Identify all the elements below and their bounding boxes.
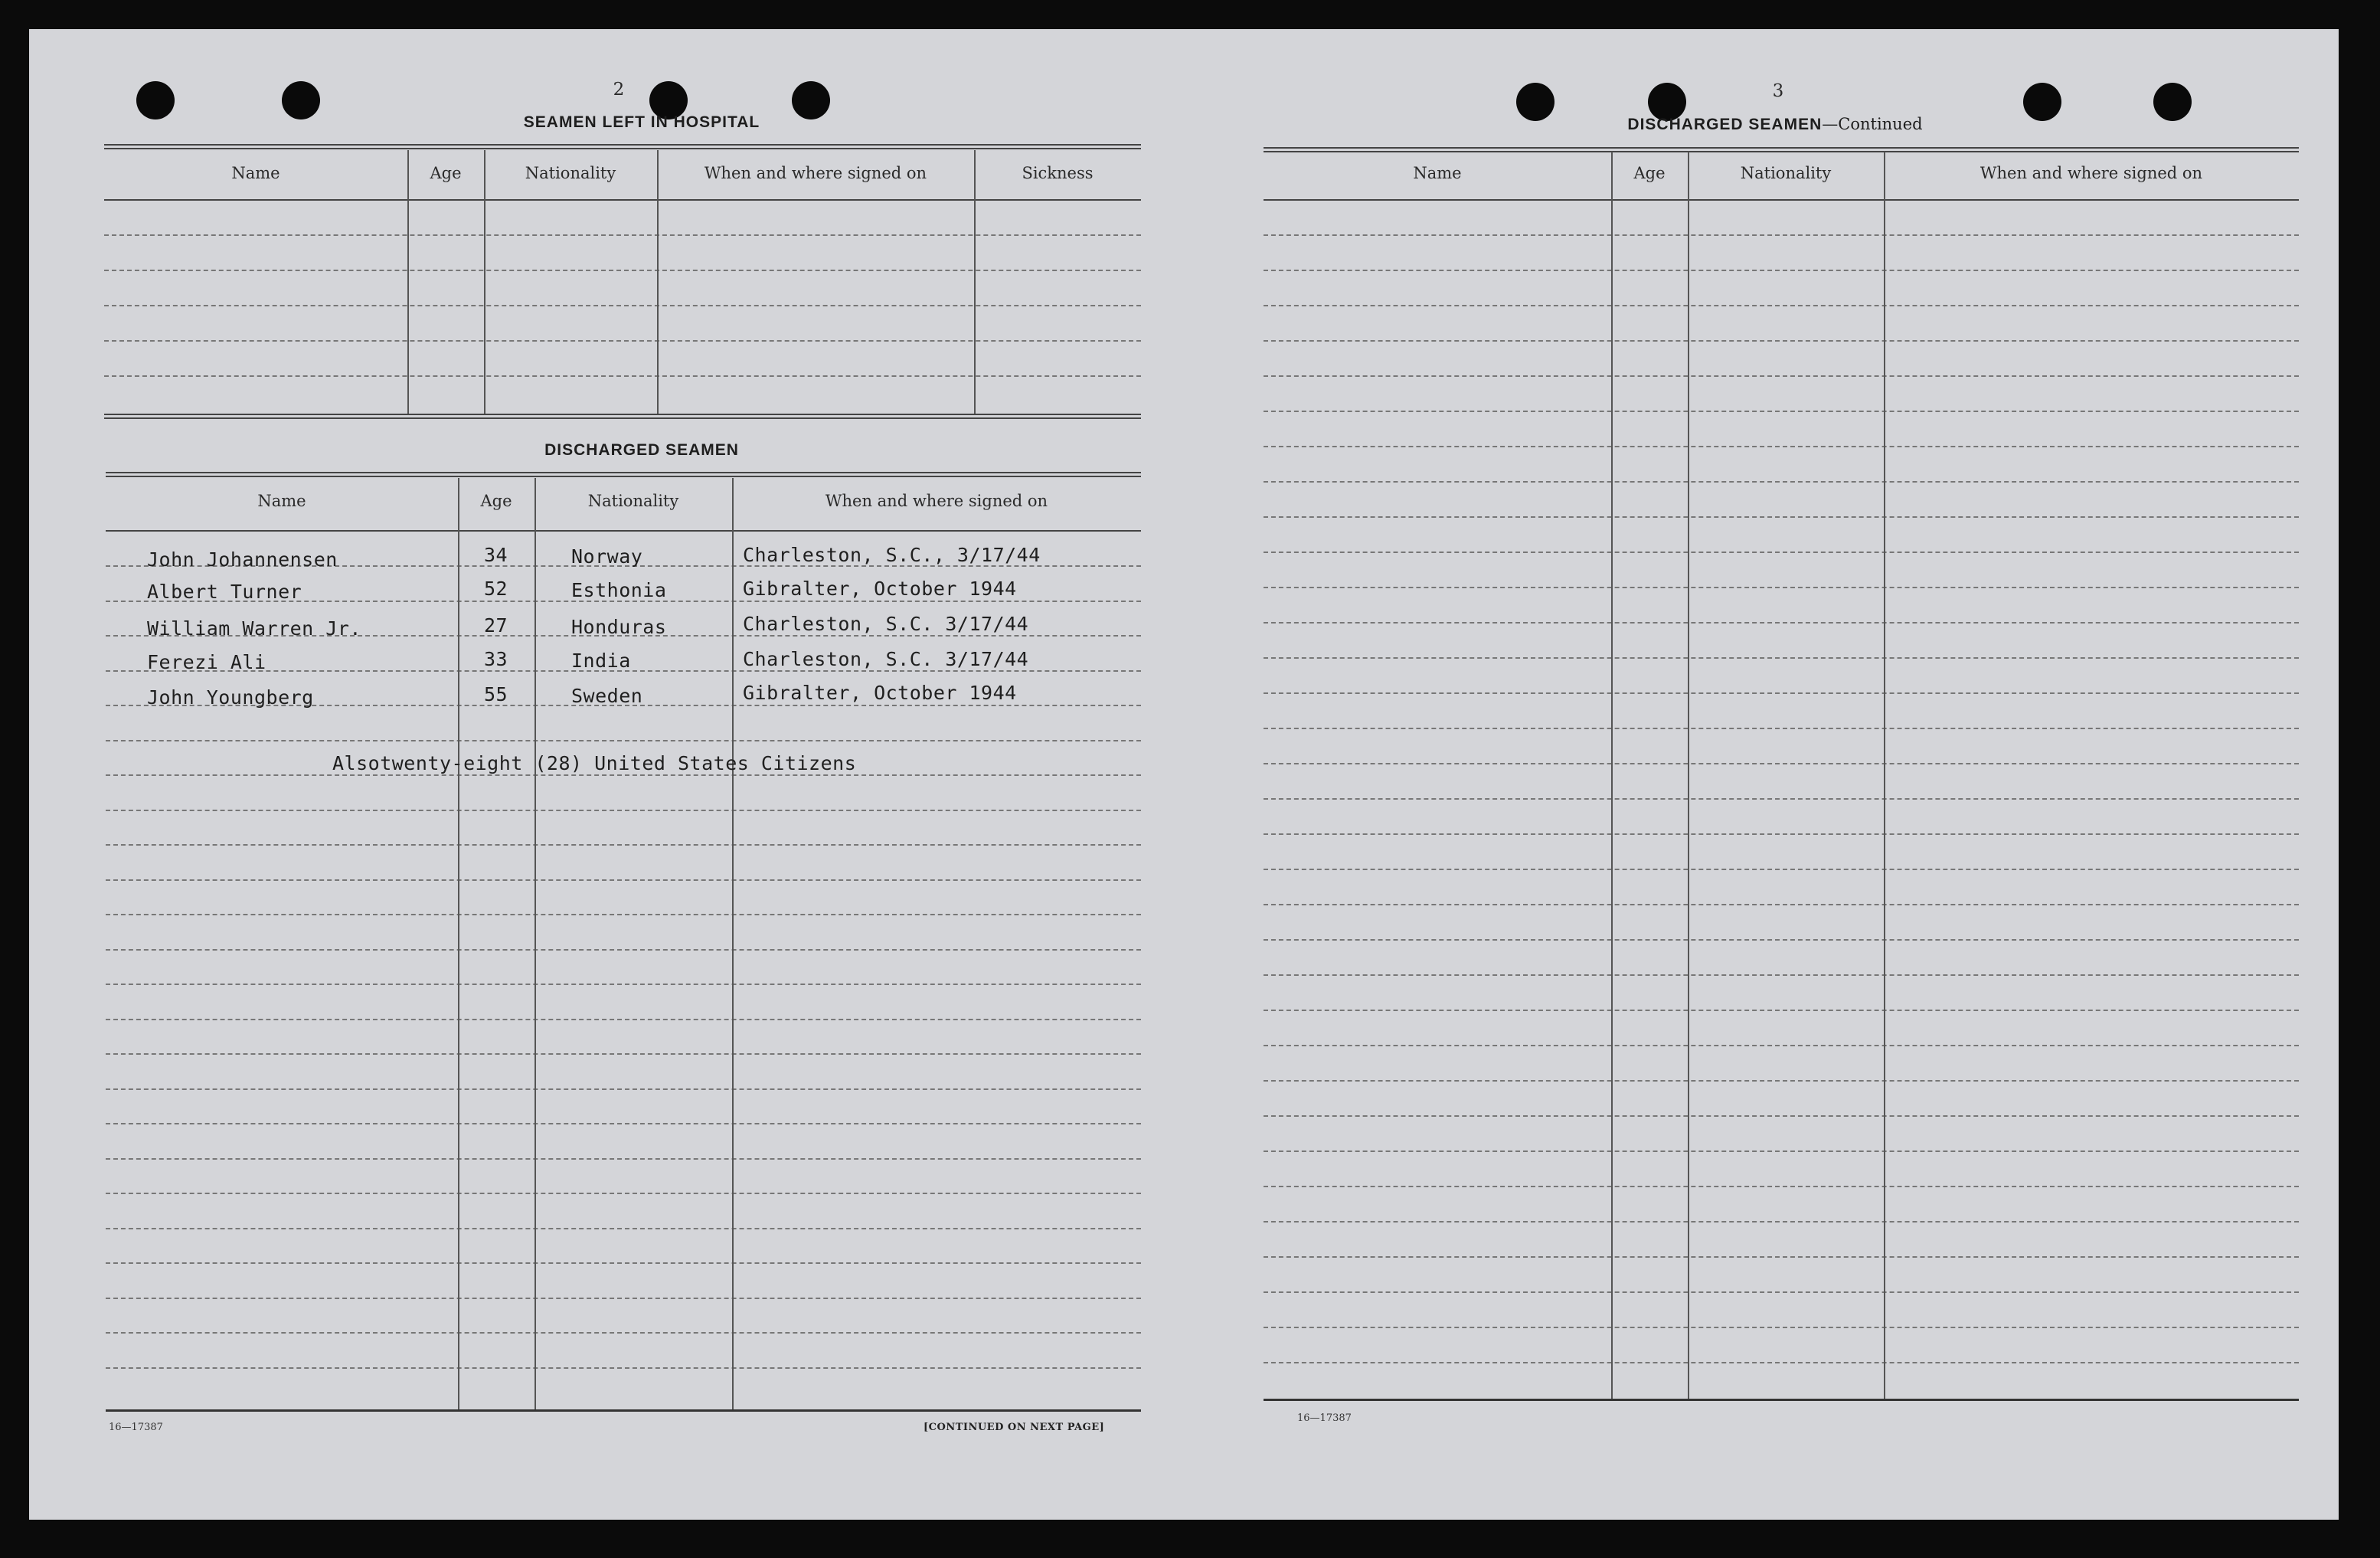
column-divider bbox=[1884, 152, 1885, 1399]
row-rule bbox=[1264, 446, 2299, 447]
row-rule bbox=[1264, 1291, 2299, 1293]
column-divider bbox=[1611, 152, 1613, 1399]
table-bottom-rule bbox=[1264, 1399, 2299, 1401]
row-rule bbox=[1264, 692, 2299, 694]
row-rule bbox=[1264, 1256, 2299, 1258]
row-rule bbox=[104, 340, 1141, 342]
table-bottom-rule bbox=[106, 1409, 1141, 1412]
column-divider bbox=[535, 478, 536, 1409]
row-rule bbox=[106, 810, 1141, 811]
row-rule bbox=[106, 1158, 1141, 1160]
document-sheet bbox=[29, 29, 2339, 1520]
column-header: Age bbox=[1633, 164, 1666, 182]
row-rule bbox=[104, 234, 1141, 236]
row-rule bbox=[106, 774, 1141, 776]
section-title-discharged: DISCHARGED SEAMEN bbox=[544, 441, 739, 459]
row-rule bbox=[1264, 657, 2299, 659]
row-rule bbox=[106, 1367, 1141, 1369]
punch-hole bbox=[136, 81, 175, 119]
punch-hole bbox=[2023, 83, 2061, 121]
form-number: 16—17387 bbox=[109, 1422, 163, 1433]
citizens-note: Alsotwenty-eight (28) United States Citizens bbox=[332, 752, 857, 774]
seaman-age: 33 bbox=[484, 648, 508, 670]
row-rule bbox=[1264, 234, 2299, 236]
header-rule bbox=[104, 199, 1141, 201]
row-rule bbox=[106, 1332, 1141, 1334]
punch-hole bbox=[2153, 83, 2192, 121]
row-rule bbox=[106, 949, 1141, 951]
row-rule bbox=[1264, 728, 2299, 729]
column-divider bbox=[407, 150, 409, 414]
row-rule bbox=[1264, 622, 2299, 624]
row-rule bbox=[106, 1262, 1141, 1264]
column-header: Name bbox=[257, 492, 306, 510]
row-rule bbox=[1264, 1221, 2299, 1223]
row-rule bbox=[106, 1298, 1141, 1299]
row-rule bbox=[1264, 270, 2299, 271]
column-header: When and where signed on bbox=[825, 492, 1048, 510]
section-title-text: DISCHARGED SEAMEN bbox=[1627, 116, 1823, 133]
table-bottom-rule bbox=[104, 414, 1141, 419]
row-rule bbox=[106, 1019, 1141, 1020]
row-rule bbox=[1264, 974, 2299, 976]
row-rule bbox=[106, 914, 1141, 915]
table-top-rule bbox=[106, 472, 1141, 477]
row-rule bbox=[106, 984, 1141, 985]
page-number: 2 bbox=[613, 80, 625, 100]
row-rule bbox=[1264, 1150, 2299, 1152]
row-rule bbox=[1264, 1362, 2299, 1363]
column-header: Name bbox=[1413, 164, 1462, 182]
seaman-signed-on: Charleston, S.C. 3/17/44 bbox=[743, 613, 1029, 635]
column-header: Nationality bbox=[587, 492, 679, 510]
row-rule bbox=[106, 1193, 1141, 1194]
column-header: Nationality bbox=[1740, 164, 1832, 182]
row-rule bbox=[106, 740, 1141, 741]
seaman-signed-on: Gibralter, October 1944 bbox=[743, 682, 1017, 704]
column-divider bbox=[732, 478, 734, 1409]
row-rule bbox=[1264, 1080, 2299, 1082]
seaman-nationality: Esthonia bbox=[571, 579, 667, 601]
row-rule bbox=[1264, 411, 2299, 412]
punch-hole bbox=[282, 81, 320, 119]
seaman-age: 34 bbox=[484, 544, 508, 566]
column-divider bbox=[657, 150, 659, 414]
section-title-hospital: SEAMEN LEFT IN HOSPITAL bbox=[523, 113, 760, 131]
row-rule bbox=[1264, 833, 2299, 835]
column-header: Nationality bbox=[525, 164, 616, 182]
row-rule bbox=[1264, 305, 2299, 306]
seaman-name: Ferezi Ali bbox=[147, 651, 266, 673]
seaman-age: 55 bbox=[484, 683, 508, 705]
seaman-name: John Youngberg bbox=[147, 686, 314, 709]
column-divider bbox=[1688, 152, 1689, 1399]
row-rule bbox=[1264, 587, 2299, 588]
column-header: Name bbox=[231, 164, 280, 182]
column-header: When and where signed on bbox=[704, 164, 927, 182]
row-rule bbox=[106, 1123, 1141, 1124]
section-title-discharged-continued bbox=[1545, 115, 2005, 134]
row-rule bbox=[1264, 798, 2299, 800]
table-top-rule bbox=[104, 144, 1141, 149]
section-title-suffix: —Continued bbox=[1822, 115, 1923, 133]
row-rule bbox=[104, 270, 1141, 271]
row-rule bbox=[104, 305, 1141, 306]
row-rule bbox=[1264, 1186, 2299, 1187]
column-divider bbox=[484, 150, 485, 414]
seaman-signed-on: Gibralter, October 1944 bbox=[743, 578, 1017, 600]
row-rule bbox=[1264, 375, 2299, 377]
seaman-name: William Warren Jr. bbox=[147, 617, 361, 640]
row-rule bbox=[106, 844, 1141, 846]
seaman-age: 52 bbox=[484, 578, 508, 600]
seaman-nationality: India bbox=[571, 650, 631, 672]
row-rule bbox=[1264, 1327, 2299, 1328]
row-rule bbox=[1264, 939, 2299, 941]
row-rule bbox=[106, 1088, 1141, 1090]
column-divider bbox=[458, 478, 459, 1409]
seaman-name: Albert Turner bbox=[147, 581, 302, 603]
seaman-nationality: Sweden bbox=[571, 685, 643, 707]
form-number: 16—17387 bbox=[1297, 1412, 1352, 1424]
row-rule bbox=[1264, 763, 2299, 764]
seaman-nationality: Norway bbox=[571, 545, 643, 568]
column-header: Age bbox=[480, 492, 512, 510]
row-rule bbox=[1264, 1045, 2299, 1046]
column-header: Sickness bbox=[1022, 164, 1094, 182]
seaman-nationality: Honduras bbox=[571, 616, 667, 638]
row-rule bbox=[106, 879, 1141, 881]
row-rule bbox=[1264, 1010, 2299, 1011]
table-top-rule bbox=[1264, 147, 2299, 152]
page-number: 3 bbox=[1772, 81, 1784, 101]
row-rule bbox=[1264, 340, 2299, 342]
seaman-signed-on: Charleston, S.C. 3/17/44 bbox=[743, 648, 1029, 670]
row-rule bbox=[1264, 516, 2299, 518]
header-rule bbox=[106, 530, 1141, 532]
header-rule bbox=[1264, 199, 2299, 201]
row-rule bbox=[106, 1228, 1141, 1229]
row-rule bbox=[106, 1053, 1141, 1055]
column-divider bbox=[974, 150, 976, 414]
row-rule bbox=[1264, 1115, 2299, 1117]
seaman-signed-on: Charleston, S.C., 3/17/44 bbox=[743, 544, 1041, 566]
row-rule bbox=[1264, 869, 2299, 870]
seaman-age: 27 bbox=[484, 614, 508, 637]
row-rule bbox=[1264, 904, 2299, 905]
row-rule bbox=[1264, 552, 2299, 553]
continued-note: [CONTINUED ON NEXT PAGE] bbox=[924, 1422, 1105, 1433]
row-rule bbox=[1264, 481, 2299, 483]
column-header: Age bbox=[430, 164, 462, 182]
seaman-name: John Johannensen bbox=[147, 548, 338, 571]
column-header: When and where signed on bbox=[1980, 164, 2203, 182]
row-rule bbox=[104, 375, 1141, 377]
